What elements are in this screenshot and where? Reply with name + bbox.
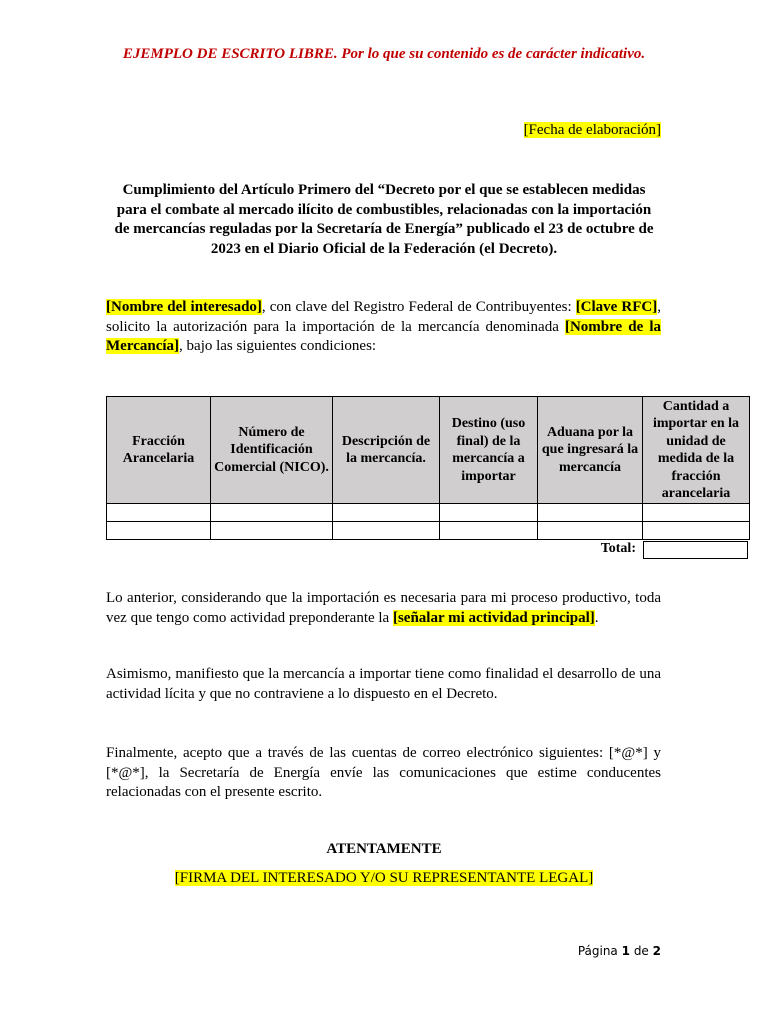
purpose-paragraph: Asimismo, manifiesto que la mercancía a importar tiene como finalidad el desarrollo de una actividad lícita y que no contraviene a lo dispuesto en el Decreto.: [106, 666, 661, 702]
activity-end: .: [594, 609, 599, 626]
email-paragraph: Finalmente, acepto que a través de las cuentas de correo electrónico siguientes: [*@*] y [*@*], la Secretaría de Energía envíe las comunicaciones que estime conducentes relacionadas con el presente escrito.: [106, 745, 661, 800]
header-cantidad: Cantidad a importar en la unidad de medida de la fracción arancelaria: [643, 397, 750, 504]
table-cell[interactable]: [211, 522, 333, 540]
subject-heading: Cumplimiento del Artículo Primero del “Decreto por el que se establecen medidas para el combate al mercado ilícito de combustibles, relacionadas con la importación de mercancías reguladas por la Secretaría de Energía” publicado el 23 de octubre de 2023 en el Diario Oficial de la Federación (el Decreto).: [114, 182, 654, 257]
of-word: de: [633, 944, 649, 958]
table-cell[interactable]: [643, 504, 750, 522]
activity-placeholder: [señalar mi actividad principal]: [392, 609, 595, 626]
header-destino: Destino (uso final) de la mercancía a importar: [440, 397, 538, 504]
signature-highlight: [FIRMA DEL INTERESADO Y/O SU REPRESENTANTE LEGAL]: [174, 870, 594, 886]
activity-text: Lo anterior, considerando que la importación es necesaria para mi proceso productivo, toda vez que tengo como actividad preponderante la: [106, 590, 661, 626]
table-cell[interactable]: [440, 522, 538, 540]
date-placeholder: [524, 122, 661, 139]
intro-text-2: , solicito la autorización para la importación de la mercancía denominada: [106, 299, 661, 335]
intro-text-3: , bajo las siguientes condiciones:: [179, 338, 377, 354]
signature-placeholder: [0, 870, 768, 887]
header-nico: Número de Identificación Comercial (NICO).: [211, 397, 333, 504]
closing-salutation: ATENTAMENTE: [326, 841, 442, 857]
date-highlight: [Fecha de elaboración]: [523, 122, 661, 138]
rfc-placeholder: [Clave RFC]: [575, 299, 658, 315]
table-cell[interactable]: [333, 522, 440, 540]
page-word: Página: [577, 944, 618, 958]
intro-paragraph: [106, 298, 661, 357]
name-placeholder: [Nombre del interesado]: [106, 299, 262, 315]
header-fraccion: Fracción Arancelaria: [107, 397, 211, 504]
table-row: [107, 522, 750, 540]
table-cell[interactable]: [107, 522, 211, 540]
total-cell[interactable]: [643, 541, 748, 559]
header-aduana: Aduana por la que ingresará la mercancía: [538, 397, 643, 504]
current-page: 1: [621, 944, 630, 958]
table-row: [107, 504, 750, 522]
merchandise-table: [106, 396, 750, 540]
header-descripcion: Descripción de la mercancía.: [333, 397, 440, 504]
table-cell[interactable]: [538, 522, 643, 540]
table-cell[interactable]: [107, 504, 211, 522]
page-number: [578, 944, 661, 958]
table-cell[interactable]: [538, 504, 643, 522]
intro-text-1: , con clave del Registro Federal de Contribuyentes:: [261, 299, 576, 315]
table-cell[interactable]: [643, 522, 750, 540]
table-cell[interactable]: [333, 504, 440, 522]
sample-notice: EJEMPLO DE ESCRITO LIBRE. Por lo que su contenido es de carácter indicativo.: [122, 46, 646, 62]
activity-paragraph: [106, 589, 661, 628]
table-header-row: [107, 397, 750, 504]
total-label: Total:: [600, 541, 636, 556]
merchandise-placeholder: [Nombre de la Mercancía]: [106, 318, 661, 354]
total-pages: 2: [652, 944, 661, 958]
table-cell[interactable]: [211, 504, 333, 522]
table-cell[interactable]: [440, 504, 538, 522]
